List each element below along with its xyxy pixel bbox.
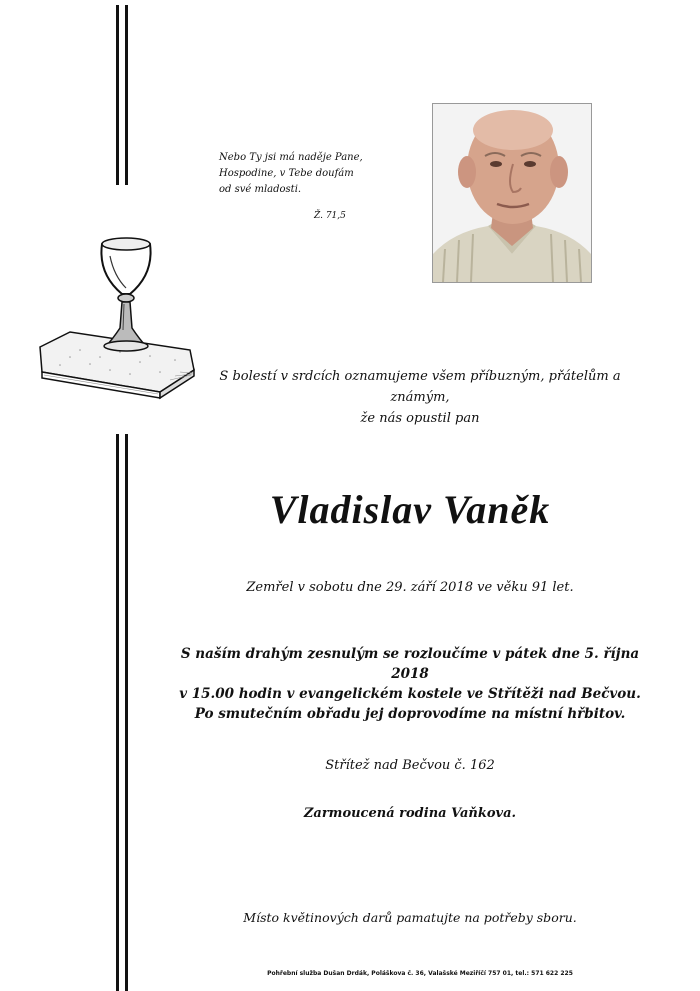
mourning-family: Zarmoucená rodina Vaňkova.	[303, 806, 517, 821]
verse-line: Nebo Ty jsi má naděje Pane,	[219, 152, 363, 163]
family-address: Střítež nad Bečvou č. 162	[325, 758, 495, 773]
deceased-name: Vladislav Vaněk	[269, 487, 551, 532]
intro-line: S bolestí v srdcích oznamujeme všem příbuzným, přátelům a známým,	[219, 369, 621, 405]
portrait-image	[433, 104, 591, 282]
funeral-details	[160, 644, 660, 724]
funeral-service-footer: Pohřební služba Dušan Drdák, Poláškova č. 36, Valašské Meziříčí 757 01, tel.: 571 622 225	[267, 970, 573, 977]
verse-reference: Ž. 71,5	[314, 211, 346, 221]
funeral-line: S naším drahým zesnulým se rozloučíme v pátek dne 5. října 2018	[180, 646, 640, 682]
mourning-line-top-right	[125, 5, 128, 185]
chalice-illustration	[30, 232, 200, 402]
announcement-intro	[200, 366, 640, 429]
funeral-line: Po smutečním obřadu jej doprovodíme na místní hřbitov.	[194, 706, 626, 722]
intro-line: že nás opustil pan	[360, 411, 480, 426]
flowers-note: Místo květinových darů pamatujte na potřeby sboru.	[243, 910, 577, 925]
death-notice: Zemřel v sobotu dne 29. září 2018 ve věku 91 let.	[246, 580, 574, 595]
chalice-on-book-icon	[30, 232, 200, 406]
mourning-line-top-left	[116, 5, 119, 185]
portrait-photo	[432, 103, 592, 283]
verse-line: od své mladosti.	[219, 184, 302, 195]
verse-line: Hospodine, v Tebe doufám	[219, 168, 354, 179]
funeral-line: v 15.00 hodin v evangelickém kostele ve Střítěži nad Bečvou.	[179, 686, 641, 702]
bible-verse	[219, 150, 363, 221]
